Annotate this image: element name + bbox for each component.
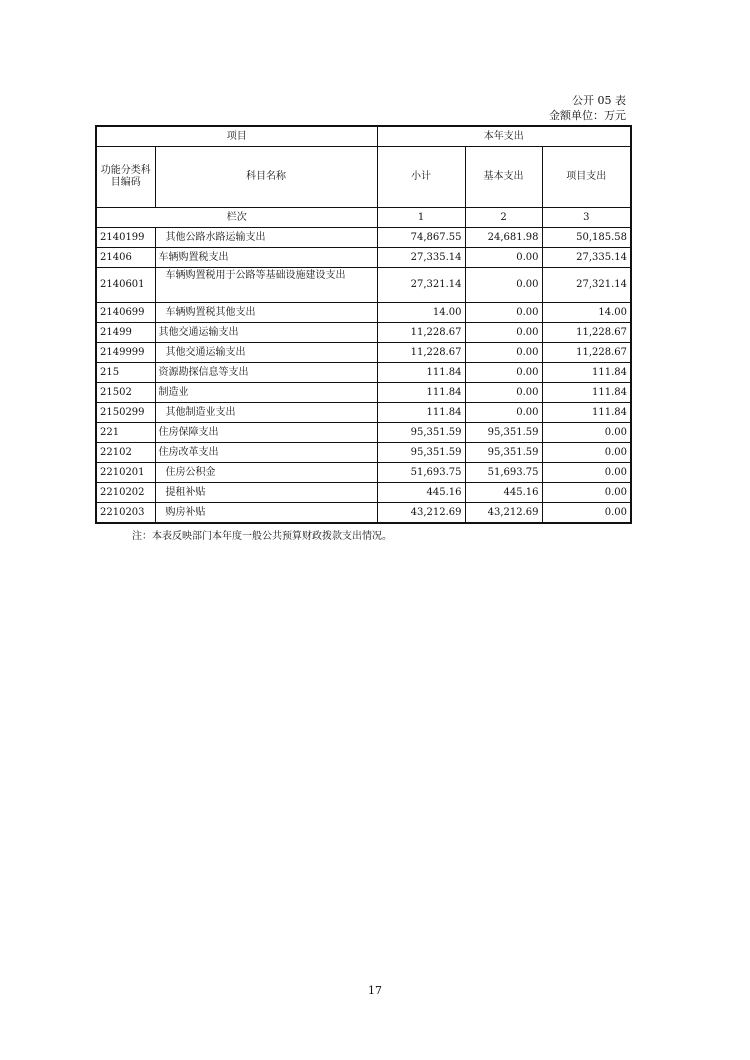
sequence-label: 栏次 — [96, 208, 377, 228]
sequence-row — [96, 208, 631, 228]
header-name: 科目名称 — [155, 147, 377, 208]
header-row-columns — [96, 147, 631, 208]
form-id: 公开 05 表 — [572, 94, 626, 107]
row-basic: 0.00 — [465, 363, 542, 383]
row-subtotal: 95,351.59 — [377, 423, 465, 443]
row-subtotal: 111.84 — [377, 403, 465, 423]
row-code: 2140601 — [96, 268, 155, 303]
row-basic: 95,351.59 — [465, 443, 542, 463]
row-name: 住房改革支出 — [155, 443, 377, 463]
row-project: 0.00 — [542, 503, 631, 524]
row-subtotal: 27,335.14 — [377, 248, 465, 268]
table-row — [96, 423, 631, 443]
row-code: 21499 — [96, 323, 155, 343]
row-code: 2210203 — [96, 503, 155, 524]
row-project: 111.84 — [542, 383, 631, 403]
row-name: 其他公路水路运输支出 — [155, 228, 377, 248]
row-basic: 43,212.69 — [465, 503, 542, 524]
table-row — [96, 228, 631, 248]
table-row — [96, 503, 631, 524]
row-name: 其他交通运输支出 — [155, 323, 377, 343]
row-project: 0.00 — [542, 463, 631, 483]
row-subtotal: 27,321.14 — [377, 268, 465, 303]
header-row-group — [96, 126, 631, 147]
row-basic: 0.00 — [465, 248, 542, 268]
table-row — [96, 443, 631, 463]
table-row — [96, 463, 631, 483]
header-project: 项目 — [96, 126, 377, 147]
row-code: 2140699 — [96, 303, 155, 323]
row-code: 2150299 — [96, 403, 155, 423]
row-code: 22102 — [96, 443, 155, 463]
row-subtotal: 111.84 — [377, 383, 465, 403]
header-subtotal: 小计 — [377, 147, 465, 208]
table-row — [96, 248, 631, 268]
row-code: 2140199 — [96, 228, 155, 248]
header-year-expenditure: 本年支出 — [377, 126, 631, 147]
row-project: 0.00 — [542, 483, 631, 503]
row-name: 车辆购置税其他支出 — [155, 303, 377, 323]
sequence-3: 3 — [542, 208, 631, 228]
row-project: 14.00 — [542, 303, 631, 323]
row-subtotal: 445.16 — [377, 483, 465, 503]
table-row — [96, 323, 631, 343]
table-row — [96, 363, 631, 383]
row-basic: 445.16 — [465, 483, 542, 503]
row-name: 购房补贴 — [155, 503, 377, 524]
row-basic: 0.00 — [465, 383, 542, 403]
table-row — [96, 268, 631, 303]
row-project: 27,321.14 — [542, 268, 631, 303]
row-project: 111.84 — [542, 403, 631, 423]
row-code: 21502 — [96, 383, 155, 403]
row-basic: 0.00 — [465, 323, 542, 343]
row-project: 111.84 — [542, 363, 631, 383]
row-name: 其他交通运输支出 — [155, 343, 377, 363]
table-row — [96, 383, 631, 403]
row-project: 11,228.67 — [542, 343, 631, 363]
table-row — [96, 483, 631, 503]
row-name: 车辆购置税用于公路等基础设施建设支出 — [155, 268, 377, 303]
row-code: 2210201 — [96, 463, 155, 483]
row-code: 221 — [96, 423, 155, 443]
row-project: 27,335.14 — [542, 248, 631, 268]
row-name: 车辆购置税支出 — [155, 248, 377, 268]
row-basic: 24,681.98 — [465, 228, 542, 248]
header-project-expenditure: 项目支出 — [542, 147, 631, 208]
row-subtotal: 51,693.75 — [377, 463, 465, 483]
row-basic: 95,351.59 — [465, 423, 542, 443]
row-subtotal: 95,351.59 — [377, 443, 465, 463]
row-basic: 0.00 — [465, 303, 542, 323]
expenditure-table — [95, 125, 632, 524]
row-code: 2210202 — [96, 483, 155, 503]
row-subtotal: 11,228.67 — [377, 323, 465, 343]
row-code: 215 — [96, 363, 155, 383]
row-name: 其他制造业支出 — [155, 403, 377, 423]
row-basic: 51,693.75 — [465, 463, 542, 483]
row-name: 住房保障支出 — [155, 423, 377, 443]
table-row — [96, 303, 631, 323]
table-row — [96, 403, 631, 423]
row-name: 住房公积金 — [155, 463, 377, 483]
row-name: 制造业 — [155, 383, 377, 403]
row-subtotal: 14.00 — [377, 303, 465, 323]
row-project: 0.00 — [542, 423, 631, 443]
page-number: 17 — [368, 984, 382, 997]
table-note: 注：本表反映部门本年度一般公共预算财政拨款支出情况。 — [132, 531, 392, 542]
row-code: 21406 — [96, 248, 155, 268]
row-code: 2149999 — [96, 343, 155, 363]
header-code: 功能分类科目编码 — [96, 147, 155, 208]
unit-label: 金额单位：万元 — [549, 109, 626, 122]
row-name: 资源勘探信息等支出 — [155, 363, 377, 383]
row-subtotal: 11,228.67 — [377, 343, 465, 363]
row-project: 11,228.67 — [542, 323, 631, 343]
row-basic: 0.00 — [465, 403, 542, 423]
row-project: 0.00 — [542, 443, 631, 463]
sequence-1: 1 — [377, 208, 465, 228]
header-basic: 基本支出 — [465, 147, 542, 208]
row-basic: 0.00 — [465, 343, 542, 363]
row-subtotal: 111.84 — [377, 363, 465, 383]
row-name: 提租补贴 — [155, 483, 377, 503]
row-project: 50,185.58 — [542, 228, 631, 248]
table-row — [96, 343, 631, 363]
sequence-2: 2 — [465, 208, 542, 228]
row-basic: 0.00 — [465, 268, 542, 303]
row-subtotal: 74,867.55 — [377, 228, 465, 248]
row-subtotal: 43,212.69 — [377, 503, 465, 524]
